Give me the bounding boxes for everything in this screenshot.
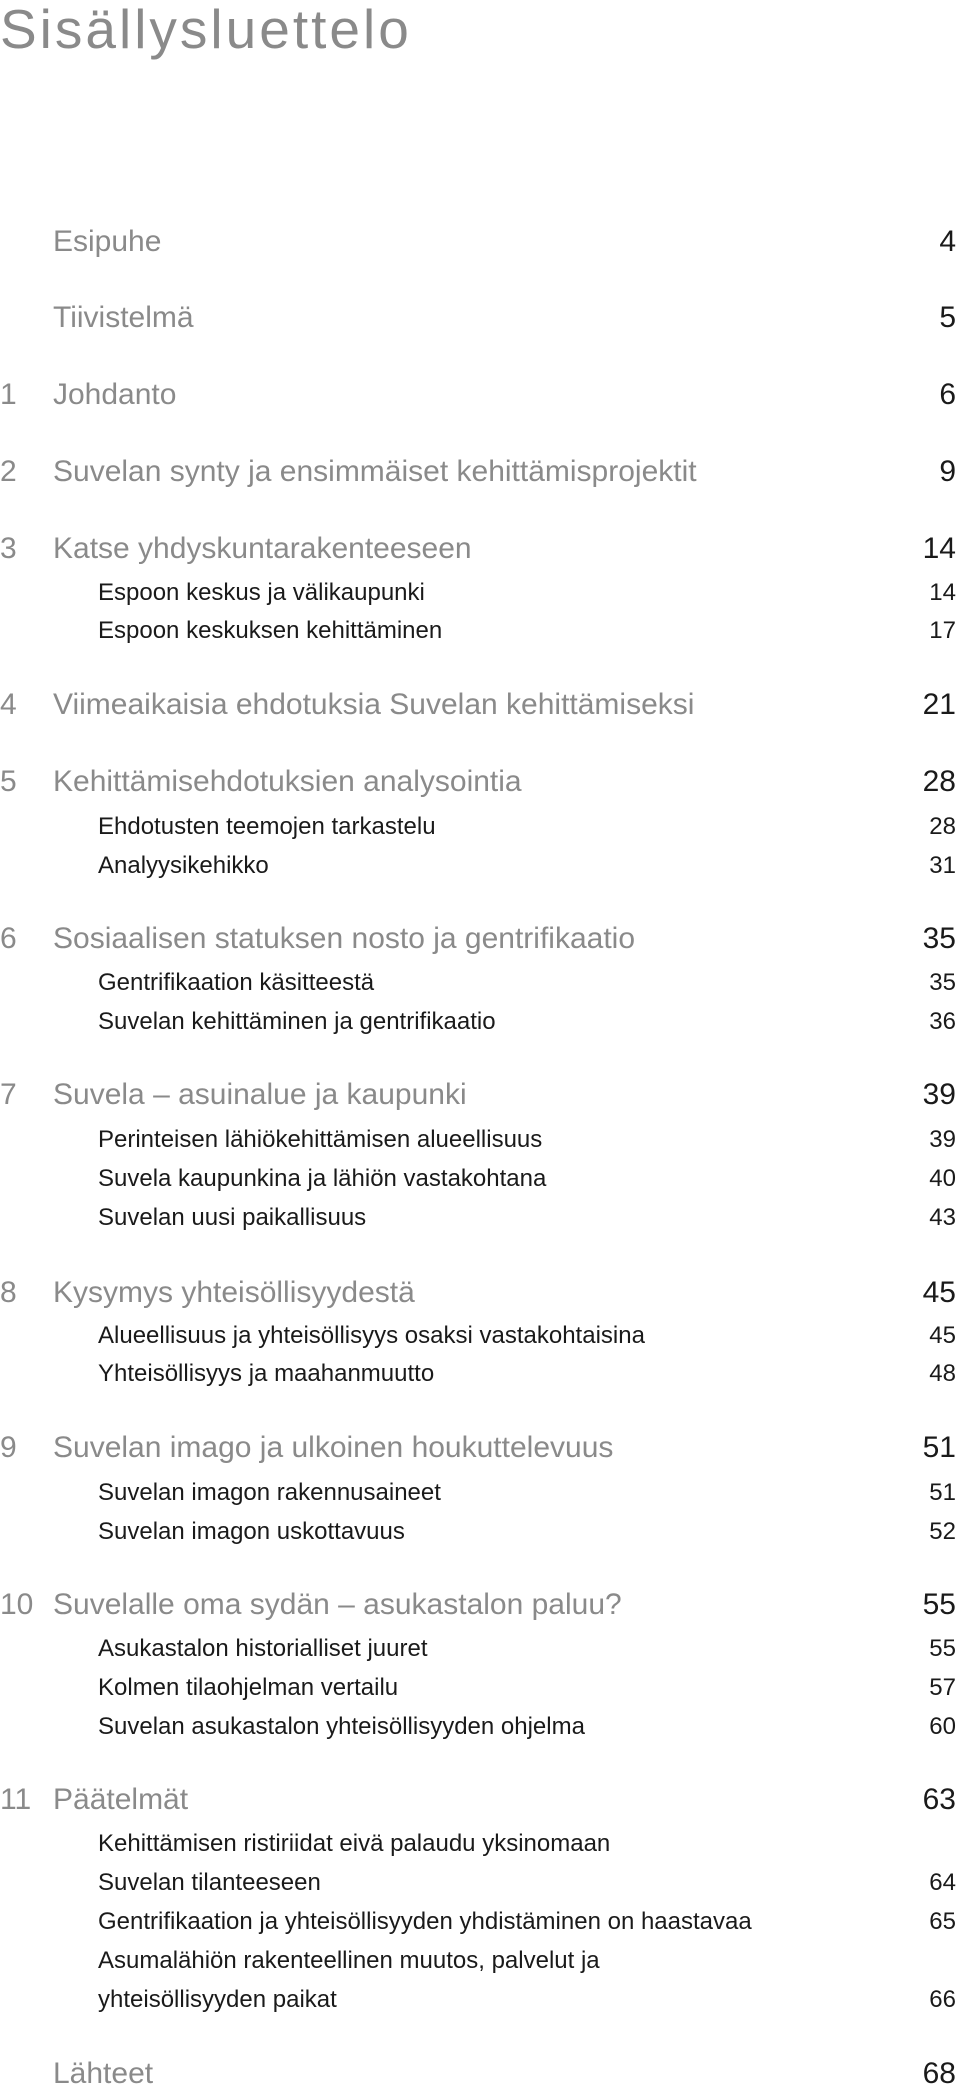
page-number: 4 bbox=[939, 225, 956, 258]
section-title: Gentrifikaation ja yhteisöllisyyden yhdistäminen on haastavaa bbox=[98, 1908, 752, 1935]
chapter-number: 9 bbox=[0, 1431, 17, 1464]
page-number: 9 bbox=[939, 455, 956, 488]
chapter-title: Kehittämisehdotuksien analysointia bbox=[53, 765, 522, 798]
page-number: 52 bbox=[929, 1518, 956, 1545]
page-number: 63 bbox=[922, 1783, 956, 1816]
section-title: Kehittämisen ristiriidat eivä palaudu yksinomaan bbox=[98, 1830, 611, 1857]
chapter-number: 3 bbox=[0, 532, 17, 565]
page-number: 35 bbox=[929, 969, 956, 996]
page-number: 31 bbox=[929, 852, 956, 879]
chapter-number: 5 bbox=[0, 765, 17, 798]
chapter-title: Kysymys yhteisöllisyydestä bbox=[53, 1276, 415, 1309]
section-title: Ehdotusten teemojen tarkastelu bbox=[98, 813, 436, 840]
section-title: Kolmen tilaohjelman vertailu bbox=[98, 1674, 399, 1701]
chapter-number: 7 bbox=[0, 1078, 17, 1111]
page-number: 35 bbox=[922, 922, 956, 955]
page-number: 14 bbox=[929, 579, 956, 606]
section-title: Perinteisen lähiökehittämisen alueellisuus bbox=[98, 1126, 543, 1153]
page-number: 21 bbox=[922, 688, 956, 721]
section-title: Espoon keskus ja välikaupunki bbox=[98, 579, 425, 606]
chapter-title: Suvela – asuinalue ja kaupunki bbox=[53, 1078, 467, 1111]
page-number: 45 bbox=[929, 1322, 956, 1349]
section-title: Analyysikehikko bbox=[98, 852, 269, 879]
page-number: 48 bbox=[929, 1360, 956, 1387]
page-title: Sisällysluettelo bbox=[0, 0, 412, 60]
section-title: Espoon keskuksen kehittäminen bbox=[98, 617, 443, 644]
chapter-title: Suvelalle oma sydän – asukastalon paluu? bbox=[53, 1588, 622, 1621]
section-title: yhteisöllisyyden paikat bbox=[98, 1986, 337, 2013]
page-number: 45 bbox=[922, 1276, 956, 1309]
chapter-title: Viimeaikaisia ehdotuksia Suvelan kehittämiseksi bbox=[53, 688, 695, 721]
page-number: 51 bbox=[922, 1431, 956, 1464]
chapter-title: Tiivistelmä bbox=[53, 301, 194, 334]
page-number: 28 bbox=[922, 765, 956, 798]
page-number: 36 bbox=[929, 1008, 956, 1035]
page-number: 65 bbox=[929, 1908, 956, 1935]
section-title: Suvelan asukastalon yhteisöllisyyden ohjelma bbox=[98, 1713, 585, 1740]
chapter-title: Lähteet bbox=[53, 2057, 154, 2090]
chapter-title: Sosiaalisen statuksen nosto ja gentrifikaatio bbox=[53, 922, 636, 955]
section-title: Suvelan imagon rakennusaineet bbox=[98, 1479, 441, 1506]
chapter-title: Suvelan imago ja ulkoinen houkuttelevuus bbox=[53, 1431, 614, 1464]
chapter-number: 2 bbox=[0, 455, 17, 488]
page-number: 64 bbox=[929, 1869, 956, 1896]
section-title: Suvelan imagon uskottavuus bbox=[98, 1518, 405, 1545]
page-number: 39 bbox=[929, 1126, 956, 1153]
page-number: 57 bbox=[929, 1674, 956, 1701]
page-number: 55 bbox=[922, 1588, 956, 1621]
page-number: 17 bbox=[929, 617, 956, 644]
chapter-number: 1 bbox=[0, 378, 17, 411]
page-number: 60 bbox=[929, 1713, 956, 1740]
chapter-title: Päätelmät bbox=[53, 1783, 189, 1816]
section-title: Suvela kaupunkina ja lähiön vastakohtana bbox=[98, 1165, 547, 1192]
page-number: 51 bbox=[929, 1479, 956, 1506]
chapter-title: Suvelan synty ja ensimmäiset kehittämisprojektit bbox=[53, 455, 697, 488]
section-title: Alueellisuus ja yhteisöllisyys osaksi vastakohtaisina bbox=[98, 1322, 645, 1349]
page-number: 40 bbox=[929, 1165, 956, 1192]
page-number: 6 bbox=[939, 378, 956, 411]
page-number: 28 bbox=[929, 813, 956, 840]
page-number: 68 bbox=[922, 2057, 956, 2090]
section-title: Asumalähiön rakenteellinen muutos, palvelut ja bbox=[98, 1947, 600, 1974]
page-number: 43 bbox=[929, 1204, 956, 1231]
section-title: Suvelan kehittäminen ja gentrifikaatio bbox=[98, 1008, 496, 1035]
chapter-number: 6 bbox=[0, 922, 17, 955]
section-title: Suvelan uusi paikallisuus bbox=[98, 1204, 367, 1231]
chapter-title: Johdanto bbox=[53, 378, 177, 411]
chapter-title: Esipuhe bbox=[53, 225, 162, 258]
section-title: Asukastalon historialliset juuret bbox=[98, 1635, 428, 1662]
page-number: 14 bbox=[922, 532, 956, 565]
section-title: Gentrifikaation käsitteestä bbox=[98, 969, 375, 996]
chapter-number: 11 bbox=[0, 1783, 32, 1816]
chapter-number: 8 bbox=[0, 1276, 17, 1309]
section-title: Yhteisöllisyys ja maahanmuutto bbox=[98, 1360, 435, 1387]
page-number: 39 bbox=[922, 1078, 956, 1111]
page-number: 5 bbox=[939, 301, 956, 334]
chapter-number: 4 bbox=[0, 688, 17, 721]
chapter-number: 10 bbox=[0, 1588, 34, 1621]
page-number: 66 bbox=[929, 1986, 956, 2013]
section-title: Suvelan tilanteeseen bbox=[98, 1869, 321, 1896]
page-number: 55 bbox=[929, 1635, 956, 1662]
chapter-title: Katse yhdyskuntarakenteeseen bbox=[53, 532, 472, 565]
